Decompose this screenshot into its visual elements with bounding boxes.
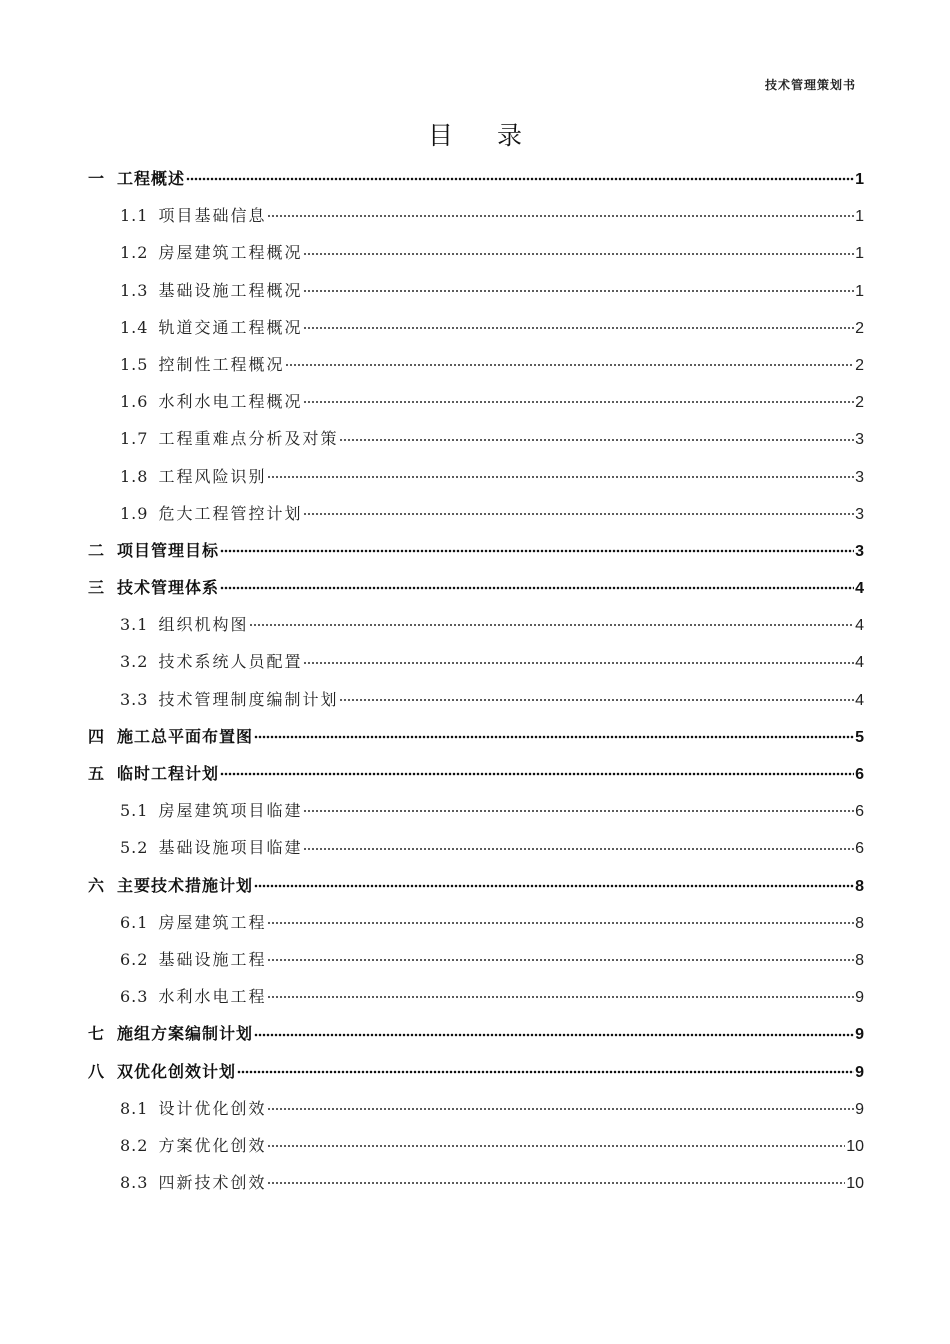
toc-dot-leader — [267, 1107, 854, 1111]
toc-entry-number: 1.3 — [120, 280, 149, 300]
toc-entry-title: 水利水电工程 — [158, 987, 267, 1007]
toc-entry-number: 6.2 — [120, 949, 149, 969]
toc-entry-number: 三 — [88, 578, 106, 598]
toc-entry-title: 危大工程管控计划 — [158, 503, 303, 523]
toc-entry-title: 房屋建筑工程概况 — [158, 243, 303, 263]
toc-entry-number: 3.2 — [120, 652, 149, 672]
toc-dot-leader — [303, 661, 854, 665]
toc-entry-number: 五 — [88, 764, 106, 783]
toc-dot-leader — [303, 289, 854, 293]
toc-entry-number: 六 — [88, 875, 106, 895]
toc-entry-number: 8.2 — [120, 1135, 149, 1155]
toc-page-number: 8 — [855, 877, 864, 895]
toc-entry-number: 8.3 — [120, 1173, 149, 1193]
toc-dot-leader — [303, 252, 854, 256]
toc-entry-title: 基础设施项目临建 — [158, 838, 303, 858]
toc-entry-title: 房屋建筑项目临建 — [158, 801, 303, 821]
toc-entry-title: 方案优化创效 — [158, 1135, 267, 1155]
toc-entry-number: 二 — [88, 540, 106, 560]
toc-dot-leader — [267, 214, 854, 218]
toc-dot-leader — [303, 847, 854, 851]
toc-page-number: 10 — [846, 1137, 864, 1155]
page-header: 技术管理策划书 — [764, 78, 856, 92]
toc-dot-leader — [267, 1144, 845, 1148]
toc-page-number: 4 — [855, 617, 864, 635]
toc-entry-number: 七 — [88, 1024, 106, 1044]
toc-page-number: 4 — [855, 654, 864, 672]
toc-entry-title: 技术管理体系 — [117, 578, 220, 598]
toc-page-number: 4 — [855, 580, 864, 598]
toc-entry-number: 1.1 — [120, 206, 149, 226]
toc-dot-leader — [220, 549, 854, 553]
toc-page-number: 2 — [855, 319, 864, 337]
toc-page-number: 1 — [855, 245, 864, 263]
toc-entry-number: 1.8 — [120, 466, 149, 486]
toc-chapter-entry[interactable] — [88, 569, 864, 606]
toc-entry-title: 设计优化创效 — [158, 1098, 267, 1118]
toc-chapter-entry[interactable] — [88, 1053, 864, 1090]
toc-page-number: 8 — [855, 951, 864, 969]
toc-chapter-entry[interactable] — [88, 867, 864, 904]
toc-page-number: 2 — [855, 394, 864, 412]
toc-dot-leader — [303, 326, 854, 330]
toc-page-number: 1 — [855, 171, 864, 188]
toc-dot-leader — [254, 884, 854, 888]
toc-dot-leader — [220, 772, 854, 776]
toc-dot-leader — [249, 623, 854, 627]
toc-section-entry[interactable] — [88, 681, 864, 718]
toc-entry-title: 轨道交通工程概况 — [158, 317, 303, 337]
toc-chapter-entry[interactable] — [88, 718, 864, 755]
toc-entry-title: 临时工程计划 — [117, 764, 220, 783]
toc-section-entry[interactable] — [88, 383, 864, 420]
toc-page-number: 1 — [855, 282, 864, 300]
toc-page-number: 9 — [855, 1100, 864, 1118]
toc-entry-title: 施工总平面布置图 — [117, 726, 254, 746]
toc-dot-leader — [285, 363, 854, 367]
toc-dot-leader — [339, 698, 854, 702]
toc-section-entry[interactable] — [88, 346, 864, 383]
toc-dot-leader — [303, 400, 854, 404]
toc-dot-leader — [267, 995, 854, 999]
toc-page-number: 3 — [855, 468, 864, 486]
toc-dot-leader — [267, 475, 854, 479]
toc-page-number: 9 — [855, 1063, 864, 1081]
toc-entry-number: 1.9 — [120, 503, 149, 523]
toc-entry-title: 主要技术措施计划 — [117, 875, 254, 895]
toc-section-entry[interactable] — [88, 978, 864, 1015]
toc-entry-number: 1.2 — [120, 243, 149, 263]
toc-entry-number: 8.1 — [120, 1098, 149, 1118]
toc-entry-number: 6.3 — [120, 987, 149, 1007]
toc-chapter-entry[interactable] — [88, 160, 864, 197]
toc-page-number: 3 — [855, 431, 864, 449]
toc-page-number: 8 — [855, 914, 864, 932]
toc-page-number: 6 — [855, 766, 864, 783]
toc-entry-title: 施组方案编制计划 — [117, 1024, 254, 1044]
toc-entry-title: 技术系统人员配置 — [158, 652, 303, 672]
toc-entry-title: 项目基础信息 — [158, 206, 267, 226]
toc-page-number: 10 — [846, 1175, 864, 1193]
toc-entry-title: 项目管理目标 — [117, 540, 220, 560]
toc-entry-title: 房屋建筑工程 — [158, 912, 267, 932]
toc-entry-title: 技术管理制度编制计划 — [158, 689, 339, 709]
toc-page-number: 9 — [855, 989, 864, 1007]
toc-dot-leader — [303, 512, 854, 516]
toc-entry-title: 基础设施工程 — [158, 949, 267, 969]
toc-section-entry[interactable] — [88, 792, 864, 829]
toc-chapter-entry[interactable] — [88, 532, 864, 569]
toc-section-entry[interactable] — [88, 606, 864, 643]
toc-entry-title: 基础设施工程概况 — [158, 280, 303, 300]
toc-title-char-2: 录 — [497, 121, 523, 150]
toc-section-entry[interactable] — [88, 420, 864, 457]
toc-section-entry[interactable] — [88, 1127, 864, 1164]
toc-entry-number: 1.4 — [120, 317, 149, 337]
toc-entry-title: 工程重难点分析及对策 — [158, 429, 339, 449]
toc-dot-leader — [303, 809, 854, 813]
toc-page-number: 3 — [855, 542, 864, 560]
toc-entry-number: 3.3 — [120, 689, 149, 709]
toc-dot-leader — [186, 177, 854, 181]
toc-page-number: 6 — [855, 803, 864, 821]
toc-dot-leader — [267, 958, 854, 962]
toc-title — [0, 116, 950, 152]
toc-entry-number: 6.1 — [120, 912, 149, 932]
toc-dot-leader — [267, 1181, 845, 1185]
toc-section-entry[interactable] — [88, 197, 864, 234]
toc-entry-title: 双优化创效计划 — [117, 1061, 237, 1081]
toc-entry-title: 控制性工程概况 — [158, 354, 285, 374]
toc-section-entry[interactable] — [88, 1164, 864, 1201]
toc-entry-number: 3.1 — [120, 615, 149, 635]
toc-page-number: 9 — [855, 1026, 864, 1044]
toc-entry-number: 八 — [88, 1061, 106, 1081]
toc-entry-number: 5.2 — [120, 838, 149, 858]
toc-dot-leader — [339, 438, 854, 442]
toc-chapter-entry[interactable] — [88, 1015, 864, 1052]
toc-entry-number: 一 — [88, 169, 106, 188]
toc-section-entry[interactable] — [88, 234, 864, 271]
toc-page-number: 4 — [855, 691, 864, 709]
toc-entry-title: 四新技术创效 — [158, 1173, 267, 1193]
toc-section-entry[interactable] — [88, 309, 864, 346]
toc-entry-number: 1.7 — [120, 429, 149, 449]
toc-title-char-1: 目 — [427, 121, 453, 150]
toc-entry-number: 1.5 — [120, 354, 149, 374]
toc-entry-title: 工程风险识别 — [158, 466, 267, 486]
toc-page-number: 6 — [855, 840, 864, 858]
toc-page-number: 5 — [855, 728, 864, 746]
toc-entry-title: 水利水电工程概况 — [158, 392, 303, 412]
toc-page-number: 1 — [855, 208, 864, 226]
toc-section-entry[interactable] — [88, 829, 864, 866]
toc-entry-title: 组织机构图 — [158, 615, 249, 635]
toc-dot-leader — [254, 735, 854, 739]
toc-entry-title: 工程概述 — [117, 169, 186, 188]
toc-section-entry[interactable] — [88, 272, 864, 309]
toc-dot-leader — [220, 586, 854, 590]
toc-dot-leader — [237, 1070, 854, 1074]
toc-section-entry[interactable] — [88, 458, 864, 495]
toc-page-number: 2 — [855, 356, 864, 374]
toc-entry-number: 1.6 — [120, 392, 149, 412]
toc-section-entry[interactable] — [88, 643, 864, 680]
toc-entry-number: 四 — [88, 726, 106, 746]
toc-section-entry[interactable] — [88, 941, 864, 978]
toc-page-number: 3 — [855, 505, 864, 523]
toc-section-entry[interactable] — [88, 904, 864, 941]
table-of-contents — [88, 160, 864, 1201]
toc-entry-number: 5.1 — [120, 801, 149, 821]
toc-dot-leader — [254, 1033, 854, 1037]
toc-dot-leader — [267, 921, 854, 925]
toc-chapter-entry[interactable] — [88, 755, 864, 792]
toc-section-entry[interactable] — [88, 1090, 864, 1127]
toc-section-entry[interactable] — [88, 495, 864, 532]
